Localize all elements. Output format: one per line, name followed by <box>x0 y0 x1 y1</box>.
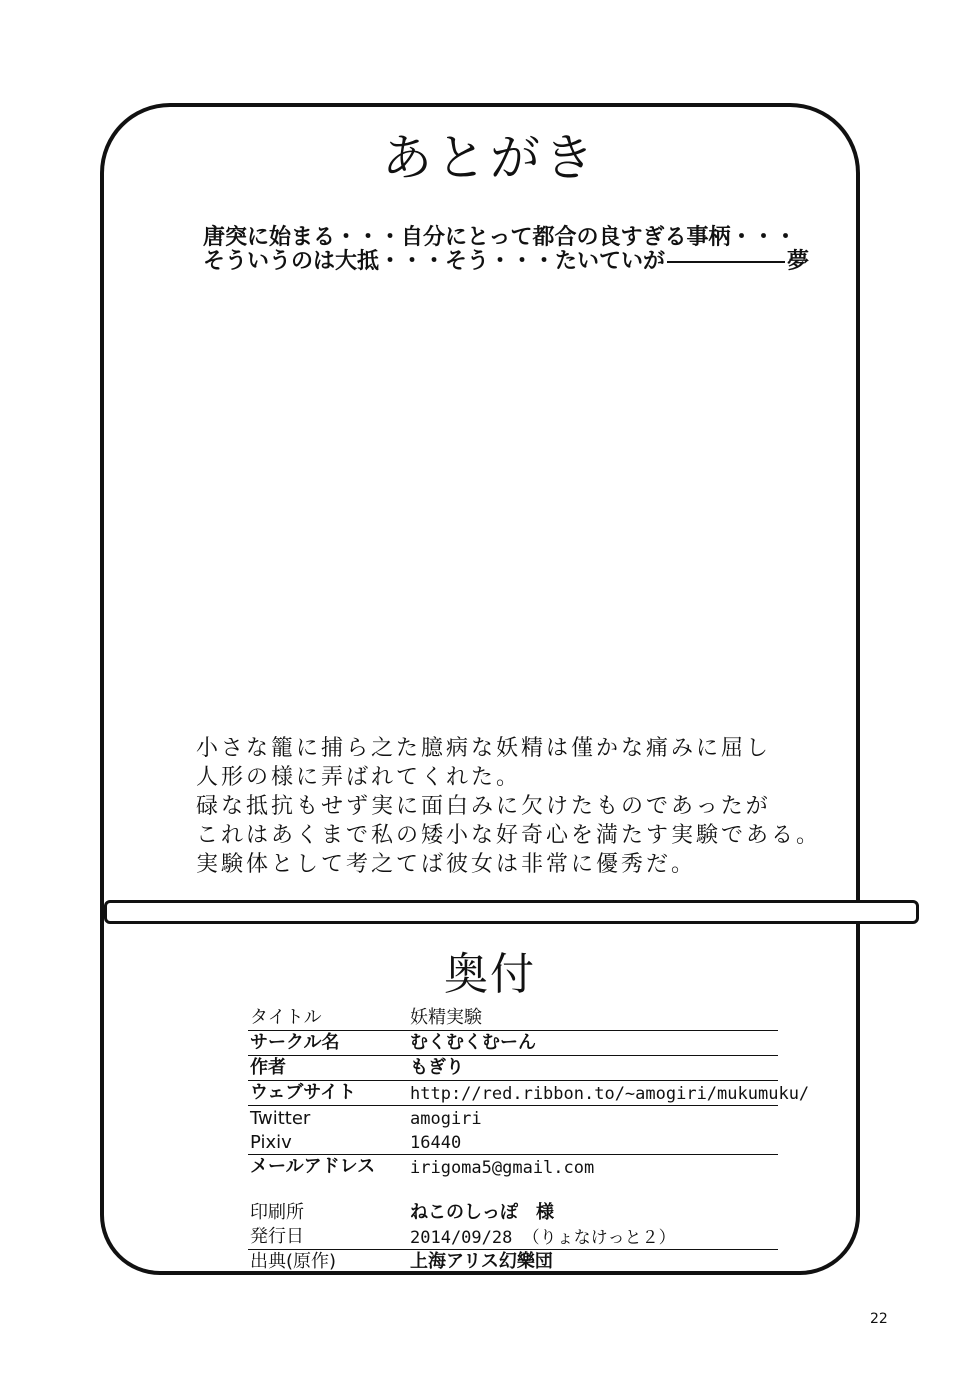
row-value: 16440 <box>410 1133 462 1153</box>
handwritten-line: 人形の様に弄ばれてくれた。 <box>196 765 522 790</box>
row-value: amogiri <box>410 1109 482 1129</box>
row-label: 出典(原作) <box>250 1251 337 1272</box>
page-number: 22 <box>870 1311 888 1327</box>
afterword-title: あとがき <box>382 129 598 187</box>
handwritten-line: 実験体として考之てば彼女は非常に優秀だ。 <box>196 852 697 877</box>
row-label: サークル名 <box>250 1032 340 1053</box>
row-label: Twitter <box>250 1108 311 1129</box>
row-value: ねこのしっぽ 様 <box>410 1202 554 1223</box>
colophon-title: 奥付 <box>444 949 536 1000</box>
intro-line-1: 唐突に始まる・・・自分にとって都合の良すぎる事柄・・・ <box>203 225 797 250</box>
row-value: むくむくむーん <box>410 1032 536 1053</box>
row-label: メールアドレス <box>250 1156 376 1177</box>
handwritten-line: 碌な抵抗もせず実に面白みに欠けたものであったが <box>196 794 771 819</box>
row-label: 作者 <box>250 1057 286 1078</box>
section-divider <box>104 900 919 924</box>
colophon-row-printer <box>248 1201 778 1225</box>
row-label: タイトル <box>250 1007 322 1028</box>
handwritten-note <box>196 734 821 879</box>
handwritten-line: これはあくまで私の矮小な好奇心を満たす実験である。 <box>196 823 822 848</box>
row-label: 発行日 <box>250 1226 304 1247</box>
long-dash <box>667 261 785 263</box>
colophon-table <box>248 1006 810 1274</box>
afterword-intro <box>203 226 809 274</box>
row-label: 印刷所 <box>250 1202 304 1223</box>
row-label: ウェブサイト <box>250 1082 357 1103</box>
intro-line-2 <box>203 250 809 274</box>
row-value: もぎり <box>410 1057 464 1078</box>
colophon-row-website <box>248 1081 810 1106</box>
colophon-row-twitter <box>248 1106 778 1130</box>
row-value: 妖精実験 <box>410 1007 482 1028</box>
row-value: http://red.ribbon.to/~amogiri/mukumuku/ <box>410 1084 810 1104</box>
colophon-row-source <box>248 1250 778 1274</box>
row-value: irigoma5@gmail.com <box>410 1158 595 1178</box>
row-value: 上海アリス幻樂団 <box>410 1251 553 1272</box>
colophon-row-circle <box>248 1031 778 1056</box>
intro-line-2-end: 夢 <box>787 249 810 274</box>
colophon-row-email <box>248 1155 778 1179</box>
row-value: 2014/09/28 （りょなけっと２） <box>410 1228 676 1248</box>
row-label: Pixiv <box>250 1132 292 1153</box>
intro-line-2-text: そういうのは大抵・・・そう・・・たいていが <box>203 249 666 274</box>
handwritten-line: 小さな籠に捕ら之た臆病な妖精は僅かな痛みに屈し <box>196 736 772 761</box>
